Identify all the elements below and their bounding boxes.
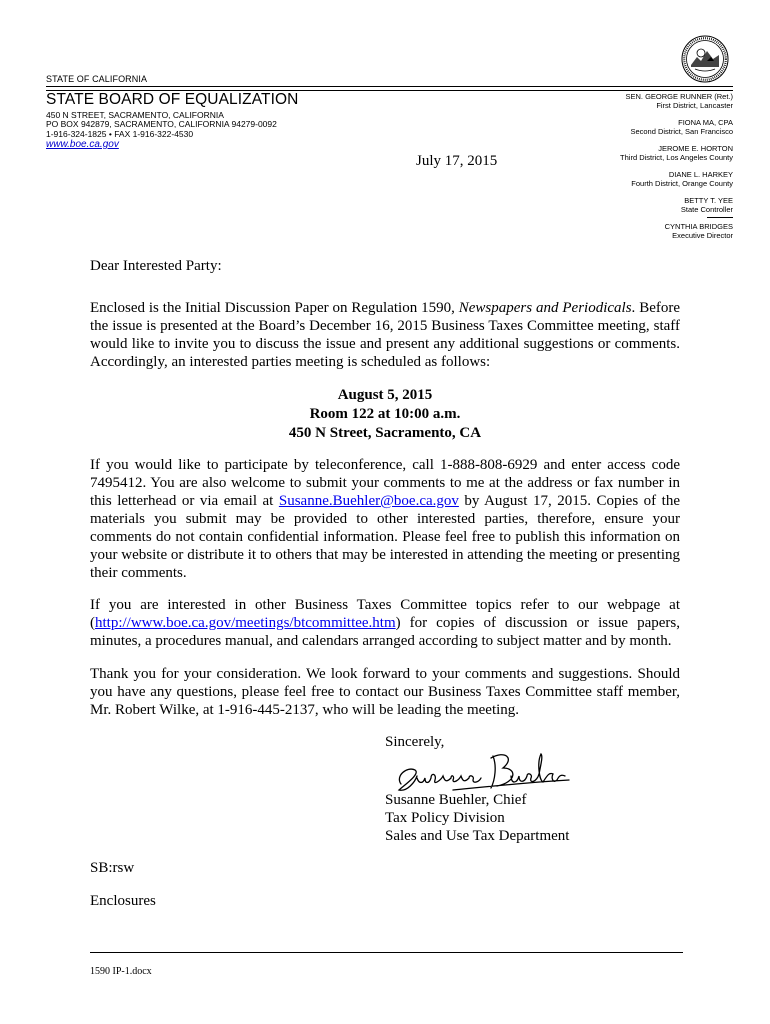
- signer-name: Susanne Buehler, Chief: [385, 792, 527, 808]
- member-title: State Controller: [680, 205, 733, 214]
- member-name: FIONA MA, CPA: [678, 118, 733, 127]
- member-5: [620, 196, 733, 214]
- member-4: [620, 170, 733, 188]
- website-link[interactable]: www.boe.ca.gov: [46, 139, 119, 150]
- participation-text-rest: by August 17, 2015. Copies of the materials you submit may be provided to other interested parties, therefore, ensure your comments do not contain confidential information. Please feel free to publish this information on your website or distribute it to others that may be interested in attending the meeting or presenting their comments.: [90, 493, 681, 581]
- member-name: BETTY T. YEE: [684, 196, 733, 205]
- meeting-room-time: Room 122 at 10:00 a.m.: [309, 406, 461, 422]
- address-phone: 1-916-324-1825 • FAX 1-916-322-4530: [46, 129, 194, 139]
- footer-divider: [90, 952, 683, 953]
- executive-title: Executive Director: [672, 231, 733, 240]
- member-1: [620, 92, 733, 110]
- member-2: [620, 118, 733, 136]
- member-title: Third District, Los Angeles County: [620, 153, 733, 162]
- webpage-text-rest: ) for copies of discussion or issue papers, minutes, a procedures manual, and calendars arranged according to subject matter and by month.: [90, 615, 680, 649]
- intro-text-rest: . Before the issue is presented at the Board’s December 16, 2015 Business Taxes Committee meeting, staff would like to invite you to discuss the issue and present any additional suggestions or comments. Accordingly, an interested parties meeting is scheduled as follows:: [90, 300, 681, 370]
- regulation-title: Newspapers and Periodicals: [458, 300, 632, 316]
- members-divider: [707, 217, 733, 218]
- committee-webpage-link[interactable]: http://www.boe.ca.gov/meetings/btcommittee.htm: [95, 615, 396, 631]
- address-pobox: PO BOX 942879, SACRAMENTO, CALIFORNIA 94279-0092: [46, 119, 277, 129]
- member-title: First District, Lancaster: [656, 101, 733, 110]
- initials: SB:rsw: [90, 860, 135, 876]
- paragraph-webpage: [90, 596, 680, 650]
- closing: Sincerely,: [385, 734, 445, 750]
- footer-filename: 1590 IP-1.docx: [90, 966, 152, 977]
- signature-image: [393, 746, 571, 796]
- paragraph-participation: [90, 456, 680, 582]
- paragraph-intro: [90, 299, 680, 371]
- executive-director: [620, 222, 733, 240]
- participation-text: If you would like to participate by teleconference, call 1-888-808-6929 and enter access code 7495412. You are also welcome to submit your comments to me at the address or fax number in this letterhead or via email at: [90, 457, 680, 509]
- signer-department: Sales and Use Tax Department: [385, 828, 570, 844]
- member-title: Second District, San Francisco: [630, 127, 733, 136]
- address-street: 450 N STREET, SACRAMENTO, CALIFORNIA: [46, 110, 224, 120]
- paragraph-thanks: Thank you for your consideration. We look forward to your comments and suggestions. Should you have any questions, please feel free to contact our Business Taxes Committee staff member, Mr. Robert Wilke, at 1-916-445-2137, who will be leading the meeting.: [90, 666, 680, 718]
- meeting-details: [90, 386, 680, 443]
- meeting-date: August 5, 2015: [337, 387, 433, 403]
- board-title: STATE BOARD OF EQUALIZATION: [46, 91, 299, 108]
- member-name: DIANE L. HARKEY: [668, 170, 733, 179]
- executive-name: CYNTHIA BRIDGES: [664, 222, 733, 231]
- enclosures: Enclosures: [90, 893, 156, 909]
- email-link[interactable]: Susanne.Buehler@boe.ca.gov: [278, 493, 459, 509]
- intro-text: Enclosed is the Initial Discussion Paper on Regulation 1590,: [90, 300, 459, 316]
- salutation: Dear Interested Party:: [90, 258, 222, 274]
- letter-date: July 17, 2015: [416, 153, 498, 169]
- member-name: SEN. GEORGE RUNNER (Ret.): [625, 92, 733, 101]
- signer-division: Tax Policy Division: [385, 810, 505, 826]
- member-title: Fourth District, Orange County: [631, 179, 733, 188]
- member-3: [620, 144, 733, 162]
- signer-block: [385, 791, 569, 845]
- board-members: [620, 92, 733, 248]
- meeting-address: 450 N Street, Sacramento, CA: [288, 425, 482, 441]
- webpage-text: If you are interested in other Business Taxes Committee topics refer to our webpage at (: [90, 597, 680, 631]
- state-seal-icon: [681, 35, 729, 83]
- member-name: JEROME E. HORTON: [658, 144, 733, 153]
- state-label: STATE OF CALIFORNIA: [46, 74, 148, 84]
